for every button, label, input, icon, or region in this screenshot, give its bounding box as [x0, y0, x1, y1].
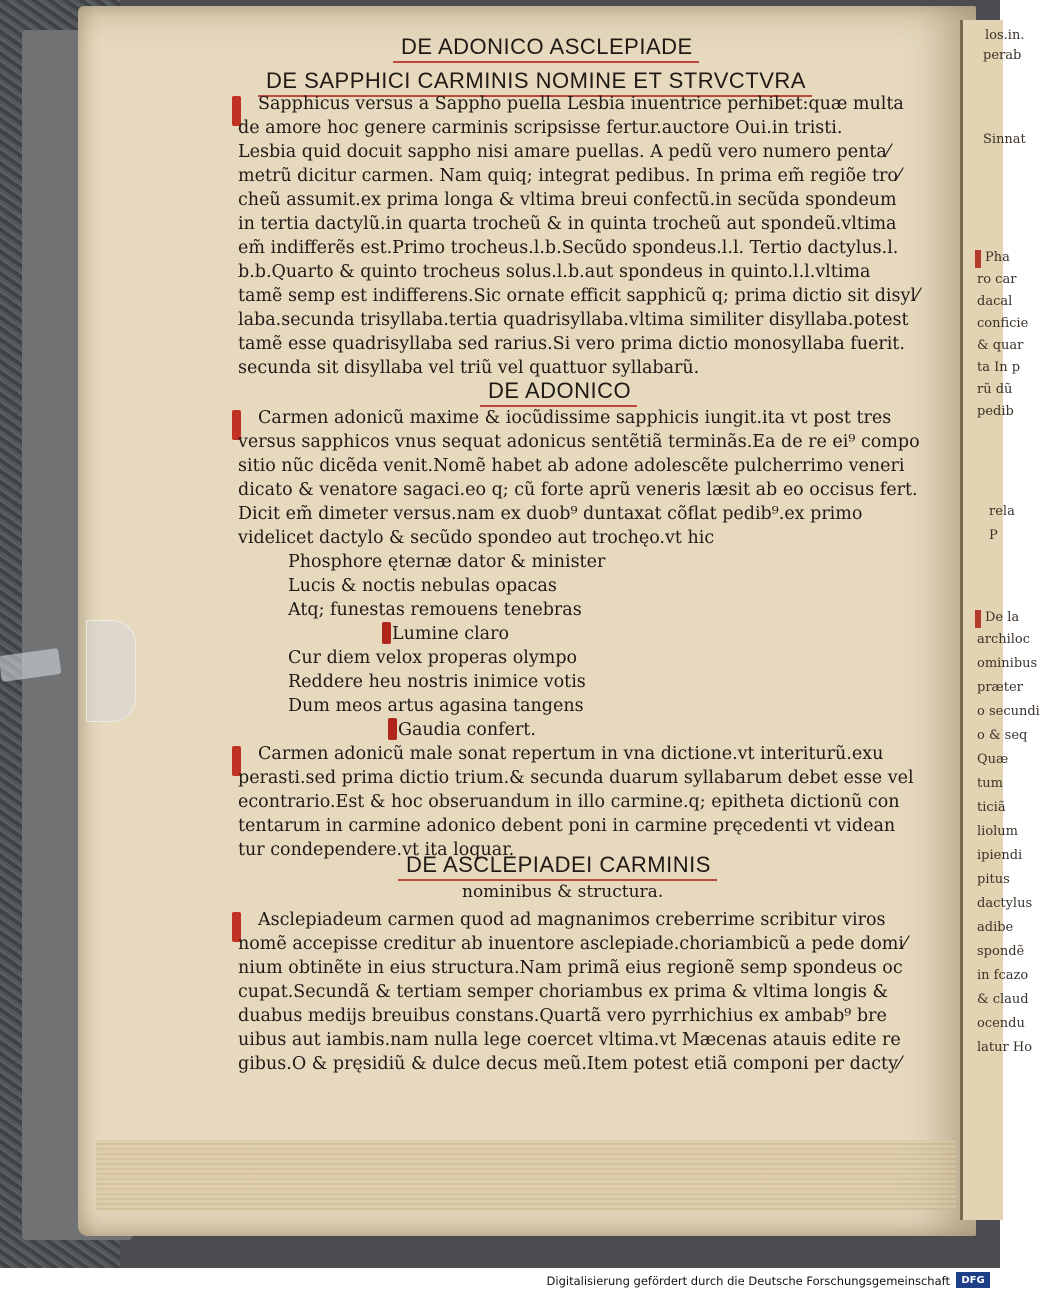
adjacent-fragment: tum	[977, 776, 1003, 791]
text-line: b.b.Quarto & quinto trocheus solus.l.b.aut spondeus in quinto.l.l.vltima	[238, 262, 871, 282]
section-subheading	[462, 880, 663, 904]
running-title-text: DE ADONICO ASCLEPIADE	[401, 34, 693, 59]
text-line: duabus medijs breuibus constans.Quartã vero pyrrhichius ex ambab⁹ bre	[238, 1006, 887, 1026]
page-stack-edge	[96, 1140, 956, 1210]
adjacent-fragment: ipiendi	[977, 848, 1023, 863]
section-heading	[406, 852, 711, 878]
text-line: Carmen adonicũ maxime & iocũdissime sapphicis iungit.ita vt post tres	[258, 408, 892, 428]
text-line: in tertia dactylũ.in quarta trocheũ & in quinta trocheũ aut spondeũ.vltima	[238, 214, 897, 234]
text-line: Asclepiadeum carmen quod ad magnanimos creberrime scribitur viros	[258, 910, 886, 930]
adjacent-fragment: & quar	[977, 338, 1024, 353]
text-line: laba.secunda trisyllaba.tertia quadrisyllaba.vltima similiter disyllaba.potest	[238, 310, 909, 330]
text-line: dicato & venatore sagaci.eo q; cũ forte aprũ veneris læsit ab eo occisus fert.	[238, 480, 918, 500]
footer-credit: Digitalisierung gefördert durch die Deutsche Forschungsgemeinschaft	[546, 1274, 950, 1288]
text-line: Dicit em̃ dimeter versus.nam ex duob⁹ duntaxat cõflat pedib⁹.ex primo	[238, 504, 863, 524]
verse-line: Lucis & noctis nebulas opacas	[288, 576, 557, 596]
text-line: perasti.sed prima dictio trium.& secunda duarum syllabarum debet esse vel	[238, 768, 914, 788]
adjacent-fragment: los.in.	[985, 28, 1025, 43]
text-line: nium obtinẽte in eius structura.Nam primã eius regionẽ semp spondeus oc	[238, 958, 903, 978]
text-line: em̃ indifferẽs est.Primo trocheus.l.b.Secũdo spondeus.l.l. Tertio dactylus.l.	[238, 238, 899, 258]
verse-line: Cur diem velox properas olympo	[288, 648, 578, 668]
text-line: Carmen adonicũ male sonat repertum in vna dictione.vt interiturũ.exu	[258, 744, 884, 764]
verse-line: Phosphore ęternæ dator & minister	[288, 552, 606, 572]
adjacent-fragment: Sinnat	[983, 132, 1026, 147]
text-line: gibus.O & pręsidiũ & dulce decus meũ.Item potest etiã componi per dacty⁄	[238, 1054, 901, 1074]
dfg-logo: DFG	[956, 1272, 990, 1288]
subheading-text: nominibus & structura.	[462, 882, 664, 902]
adjacent-fragment: Pha	[985, 250, 1010, 265]
adjacent-fragment: spondẽ	[977, 944, 1025, 959]
section-heading	[266, 68, 806, 94]
adjacent-fragment: in fcazo	[977, 968, 1029, 983]
heading-sapphic: DE SAPPHICI CARMINIS NOMINE ET STRVCTVRA	[266, 68, 806, 93]
adjacent-fragment: pedib	[977, 404, 1014, 419]
text-line: videlicet dactylo & secũdo spondeo aut trochęo.vt hic	[238, 528, 715, 548]
rubricated-initial	[382, 622, 391, 644]
adjacent-fragment: perab	[983, 48, 1022, 63]
heading-asclepiad: DE ASCLEPIADEI CARMINIS	[406, 852, 711, 877]
adjacent-fragment: ta In p	[977, 360, 1021, 375]
verse-line: Atq; funestas remouens tenebras	[288, 600, 582, 620]
text-line: Lesbia quid docuit sappho nisi amare puellas. A pedũ vero numero penta⁄	[238, 142, 890, 162]
running-title	[401, 34, 693, 60]
adjacent-fragment: præter	[977, 680, 1023, 695]
adjacent-fragment: ominibus	[977, 656, 1038, 671]
adjacent-fragment: dacal	[977, 294, 1013, 309]
text-line: tur condependere.vt ita loquar.	[238, 840, 515, 860]
strip-band	[0, 648, 62, 682]
adjacent-fragment: De la	[985, 610, 1020, 625]
text-line: tentarum in carmine adonico debent poni in carmine pręcedenti vt videan	[238, 816, 896, 836]
text-line: tamẽ esse quadrisyllaba sed rarius.Si vero prima dictio monosyllaba fuerit.	[238, 334, 905, 354]
adjacent-fragment: rũ dũ	[977, 382, 1013, 397]
red-initial-mark	[975, 610, 981, 628]
adjacent-fragment: o secundi	[977, 704, 1040, 719]
adjacent-fragment: pitus	[977, 872, 1010, 887]
verse-line: Gaudia confert.	[398, 720, 536, 740]
text-line: de amore hoc genere carminis scripsisse fertur.auctore Oui.in tristi.	[238, 118, 843, 138]
text-line: Sapphicus versus a Sappho puella Lesbia inuentrice perhibet:quæ multa	[258, 94, 904, 114]
text-line: secunda sit disyllaba vel triũ vel quattuor syllabarũ.	[238, 358, 700, 378]
text-line: tamẽ semp est indifferens.Sic ornate efficit sapphicũ q; prima dictio sit disyl⁄	[238, 286, 919, 306]
adjacent-fragment: rela	[989, 504, 1015, 519]
adjacent-fragment: archiloc	[977, 632, 1031, 647]
footer-bar	[0, 1268, 1000, 1293]
text-line: nomẽ accepisse creditur ab inuentore asclepiade.choriambicũ a pede domi⁄	[238, 934, 907, 954]
text-line: cheũ assumit.ex prima longa & vltima breui confectũ.in secũda spondeum	[238, 190, 897, 210]
adjacent-fragment: ro car	[977, 272, 1017, 287]
adjacent-fragment: ticiã	[977, 800, 1006, 815]
text-line: sitio nũc dicẽda venit.Nomẽ habet ab adone adolescẽte pulcherrimo veneri	[238, 456, 905, 476]
text-line: cupat.Secundã & tertiam semper choriambus ex prima & vltima longis &	[238, 982, 889, 1002]
adjacent-fragment: conficie	[977, 316, 1029, 331]
verse-line: Reddere heu nostris inimice votis	[288, 672, 586, 692]
text-line: uibus aut iambis.nam nulla lege coercet vltima.vt Mæcenas atauis edite re	[238, 1030, 901, 1050]
adjacent-fragment: dactylus	[977, 896, 1033, 911]
text-line: versus sapphicos vnus sequat adonicus sentẽtiã terminãs.Ea de re ei⁹ compo	[238, 432, 920, 452]
verse-line: Lumine claro	[392, 624, 510, 644]
strip-tab	[86, 620, 136, 722]
adjacent-fragment: o & seq	[977, 728, 1028, 743]
heading-adonic: DE ADONICO	[488, 378, 632, 403]
adjacent-page	[960, 20, 1040, 1220]
rubricated-initial	[388, 718, 397, 740]
adjacent-fragment: adibe	[977, 920, 1014, 935]
adjacent-fragment: liolum	[977, 824, 1018, 839]
text-line: econtrario.Est & hoc obseruandum in illo carmine.q; epitheta dictionũ con	[238, 792, 900, 812]
verse-line: Dum meos artus agasina tangens	[288, 696, 584, 716]
adjacent-fragment: & claud	[977, 992, 1029, 1007]
red-underline	[393, 61, 699, 63]
text-line: metrũ dicitur carmen. Nam quiq; integrat pedibus. In prima em̃ regiõe tro⁄	[238, 166, 901, 186]
page-holder-strip	[0, 620, 132, 720]
section-heading	[488, 378, 631, 404]
adjacent-fragment: latur Ho	[977, 1040, 1033, 1055]
adjacent-fragment: P	[989, 528, 998, 543]
adjacent-fragment: Quæ	[977, 752, 1009, 767]
red-initial-mark	[975, 250, 981, 268]
adjacent-fragment: ocendu	[977, 1016, 1025, 1031]
